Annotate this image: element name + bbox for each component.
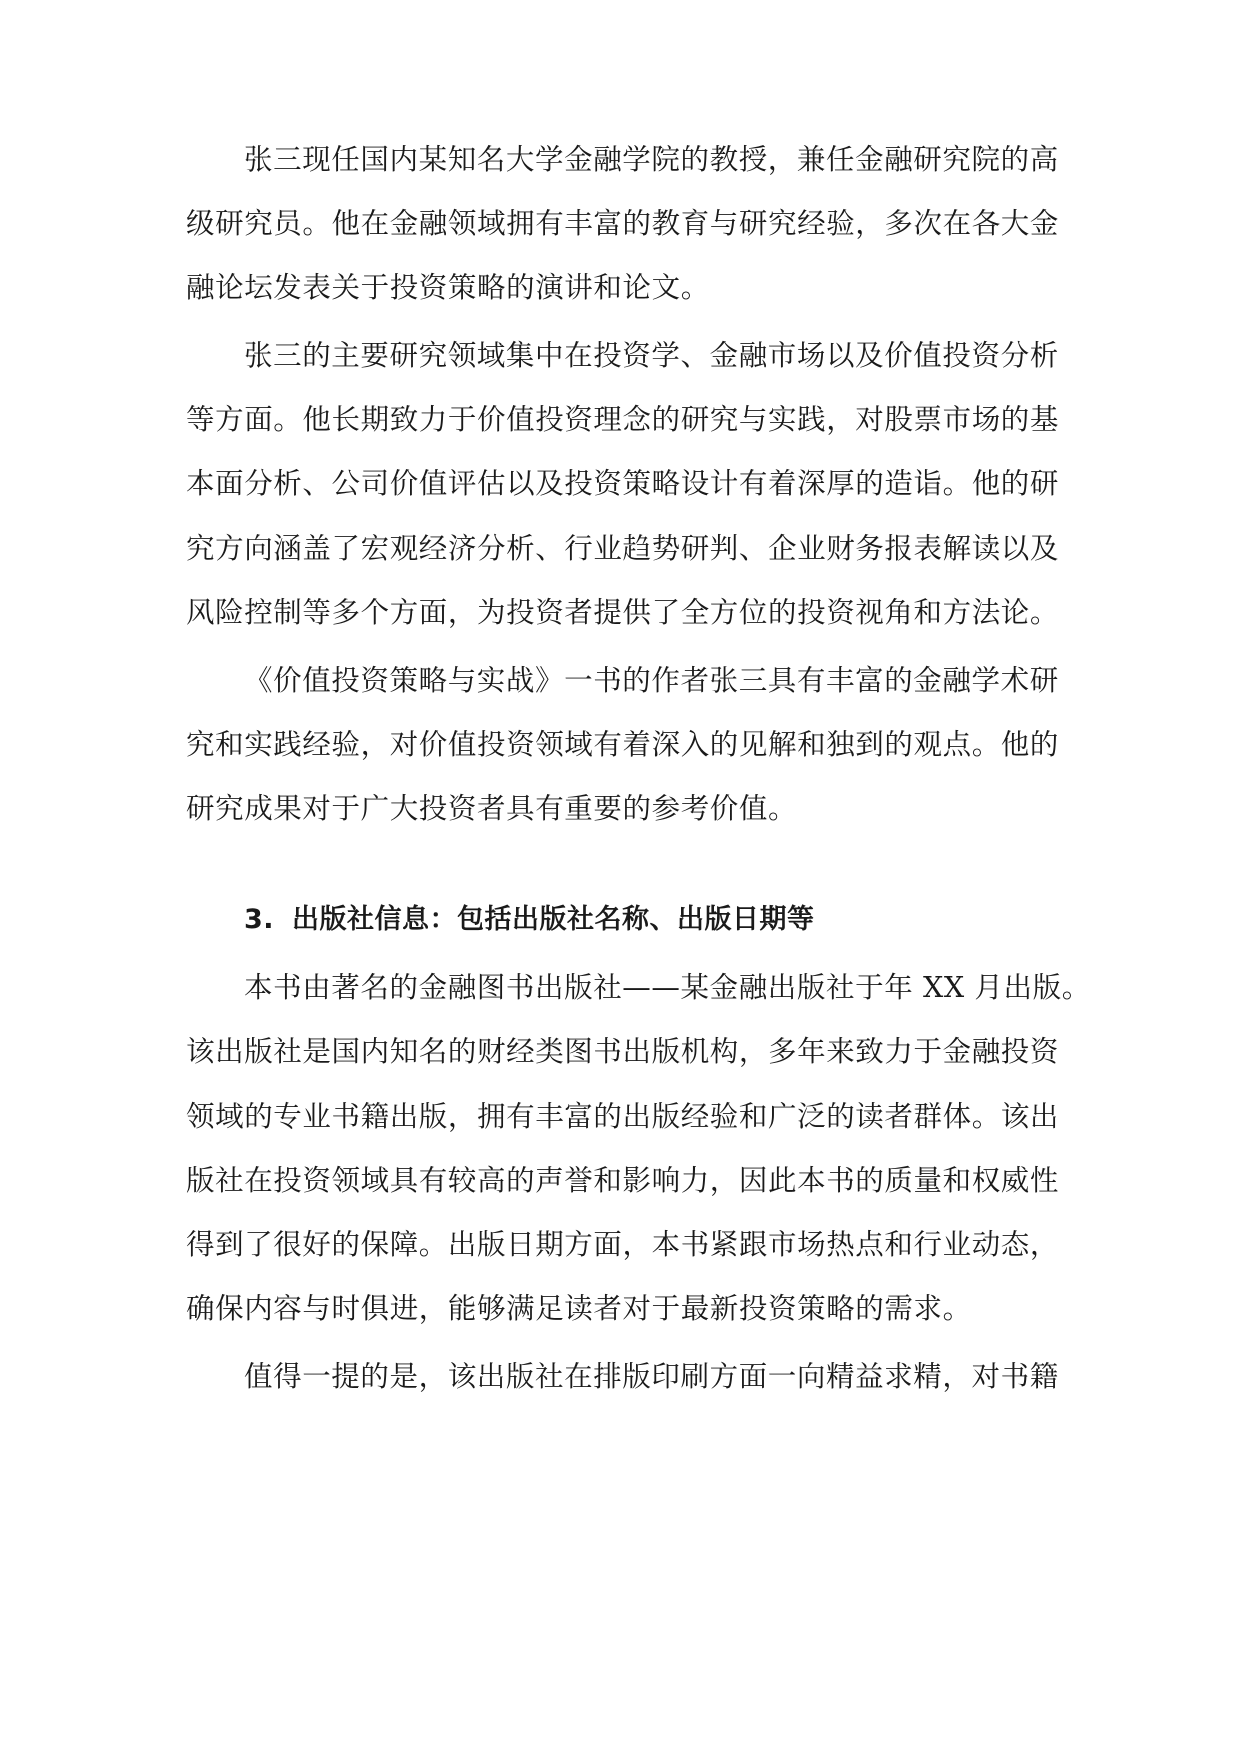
text-line: 融论坛发表关于投资策略的演讲和论文。: [186, 271, 710, 304]
text-line: 确保内容与时俱进，能够满足读者对于最新投资策略的需求。: [186, 1292, 972, 1325]
text-line: 等方面。他长期致力于价值投资理念的研究与实践，对股票市场的基: [186, 403, 1060, 436]
text-line: 究方向涵盖了宏观经济分析、行业趋势研判、企业财务报表解读以及: [186, 532, 1060, 565]
section-heading: [244, 900, 815, 940]
text-line: 本书由著名的金融图书出版社——某金融出版社于年 XX 月出版。: [244, 971, 1091, 1004]
text-line: 该出版社是国内知名的财经类图书出版机构，多年来致力于金融投资: [186, 1035, 1060, 1068]
section-number: 3.: [244, 904, 275, 935]
text-line: 级研究员。他在金融领域拥有丰富的教育与研究经验，多次在各大金: [186, 207, 1060, 240]
section-title: 出版社信息：包括出版社名称、出版日期等: [292, 904, 815, 935]
text-line: 得到了很好的保障。出版日期方面，本书紧跟市场热点和行业动态，: [186, 1228, 1060, 1261]
text-line: 张三现任国内某知名大学金融学院的教授，兼任金融研究院的高: [244, 143, 1059, 176]
text-line: 值得一提的是，该出版社在排版印刷方面一向精益求精，对书籍: [244, 1360, 1059, 1393]
text-line: 风险控制等多个方面，为投资者提供了全方位的投资视角和方法论。: [186, 596, 1060, 629]
text-line: 版社在投资领域具有较高的声誉和影响力，因此本书的质量和权威性: [186, 1164, 1060, 1197]
text-line: 研究成果对于广大投资者具有重要的参考价值。: [186, 792, 798, 825]
text-line: 领域的专业书籍出版，拥有丰富的出版经验和广泛的读者群体。该出: [186, 1100, 1060, 1133]
text-line: 究和实践经验，对价值投资领域有着深入的见解和独到的观点。他的: [186, 728, 1060, 761]
text-line: 张三的主要研究领域集中在投资学、金融市场以及价值投资分析: [244, 339, 1059, 372]
text-line: 本面分析、公司价值评估以及投资策略设计有着深厚的造诣。他的研: [186, 467, 1060, 500]
text-line: 《价值投资策略与实战》一书的作者张三具有丰富的金融学术研: [244, 664, 1059, 697]
